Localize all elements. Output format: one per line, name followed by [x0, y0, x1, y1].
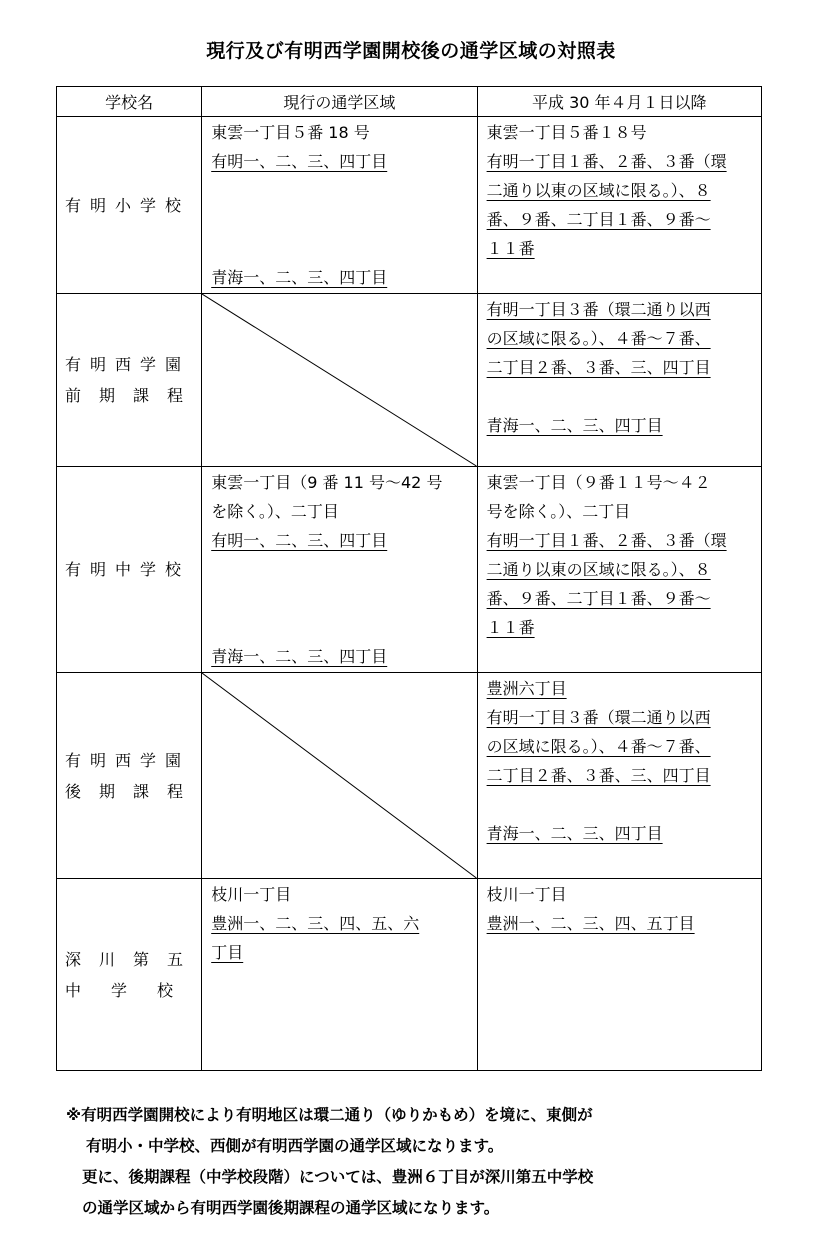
school-district-table: [56, 86, 762, 1071]
school-name: [57, 294, 202, 467]
district-line: 豊洲一、二、三、四、五、六: [211, 914, 420, 933]
district-line: 東雲一丁目５番 18 号: [211, 123, 370, 142]
district-line: 号を除く。）、二丁目: [486, 502, 631, 521]
district-line: 青海一、二、三、四丁目: [486, 824, 663, 843]
district-line: 二丁目２番、３番、三、四丁目: [486, 766, 711, 785]
district-line: 有明一丁目１番、２番、３番（環: [486, 152, 727, 171]
header-after: 平成 30 年４月１日以降: [477, 87, 761, 117]
table-row: [57, 294, 762, 467]
district-line: 青海一、二、三、四丁目: [211, 647, 388, 666]
footnote-line: 有明小・中学校、西側が有明西学園の通学区域になります。: [86, 1137, 504, 1155]
school-name-line: 後期課程: [65, 781, 202, 801]
district-line: 東雲一丁目（９番１１号～４２: [486, 473, 711, 492]
district-line: 東雲一丁目（9 番 11 号～42 号: [211, 473, 443, 492]
school-name-line: 有明小学校: [65, 195, 191, 215]
current-district-cell-empty: [202, 294, 477, 467]
district-line: １１番: [486, 618, 535, 637]
district-line: 有明一丁目１番、２番、３番（環: [486, 531, 727, 550]
table-header-row: [57, 87, 762, 117]
district-line: 東雲一丁目５番１８号: [486, 123, 647, 142]
after-district-cell: [477, 879, 761, 1071]
district-line: の区域に限る。）、４番～７番、: [486, 329, 711, 348]
district-line: 有明一、二、三、四丁目: [211, 531, 388, 550]
after-district-cell: [477, 673, 761, 879]
district-line: 丁目: [211, 943, 244, 962]
school-name-line: 有明中学校: [65, 560, 191, 579]
district-line: 有明一丁目３番（環二通り以西: [486, 708, 711, 727]
after-district-cell: [477, 294, 761, 467]
footnote-line: ※有明西学園開校により有明地区は環二通り（ゆりかもめ）を境に、東側が: [66, 1106, 593, 1124]
table-row: [57, 879, 762, 1071]
current-district-cell-empty: [202, 673, 477, 879]
school-name: [57, 467, 202, 673]
district-line: 番、９番、二丁目１番、９番～: [486, 589, 711, 608]
after-district-cell: [477, 467, 761, 673]
district-line: 番、９番、二丁目１番、９番～: [486, 210, 711, 229]
school-name-line: 中学校: [65, 980, 204, 1000]
district-line: 豊洲六丁目: [486, 679, 567, 698]
diagonal-slash: [202, 294, 476, 466]
table-row: [57, 673, 762, 879]
current-district-cell: [202, 467, 477, 673]
footnote-line: の通学区域から有明西学園後期課程の通学区域になります。: [82, 1199, 500, 1217]
school-name: [57, 879, 202, 1071]
district-line: の区域に限る。）、４番～７番、: [486, 737, 711, 756]
page-title: 現行及び有明西学園開校後の通学区域の対照表: [206, 40, 616, 62]
footnote-line: 更に、後期課程（中学校段階）については、豊洲６丁目が深川第五中学校: [82, 1168, 594, 1186]
district-line: 二丁目２番、３番、三、四丁目: [486, 358, 711, 377]
district-line: を除く。）、二丁目: [211, 502, 339, 521]
district-line: 二通り以東の区域に限る。）、８: [486, 560, 711, 579]
header-school: 学校名: [57, 87, 202, 117]
school-name-line: 有明西学園: [65, 355, 191, 374]
school-name-line: 深川第五: [65, 949, 202, 969]
table-row: [57, 467, 762, 673]
header-current: 現行の通学区域: [202, 87, 477, 117]
district-line: 枝川一丁目: [486, 885, 567, 904]
district-line: 有明一、二、三、四丁目: [211, 152, 388, 171]
school-name-line: 前期課程: [65, 386, 202, 405]
school-name: [57, 673, 202, 879]
district-line: 豊洲一、二、三、四、五丁目: [486, 914, 695, 933]
current-district-cell: [202, 117, 477, 294]
school-name: [57, 117, 202, 294]
footnote: [66, 1100, 786, 1224]
district-line: １１番: [486, 239, 535, 258]
after-district-cell: [477, 117, 761, 294]
district-line: 二通り以東の区域に限る。）、８: [486, 181, 711, 200]
diagonal-slash: [202, 673, 476, 878]
district-line: 有明一丁目３番（環二通り以西: [486, 300, 711, 319]
current-district-cell: [202, 879, 477, 1071]
district-line: 枝川一丁目: [211, 885, 292, 904]
district-line: 青海一、二、三、四丁目: [486, 416, 663, 435]
district-line: 青海一、二、三、四丁目: [211, 268, 388, 287]
school-name-line: 有明西学園: [65, 750, 191, 770]
table-row: [57, 117, 762, 294]
